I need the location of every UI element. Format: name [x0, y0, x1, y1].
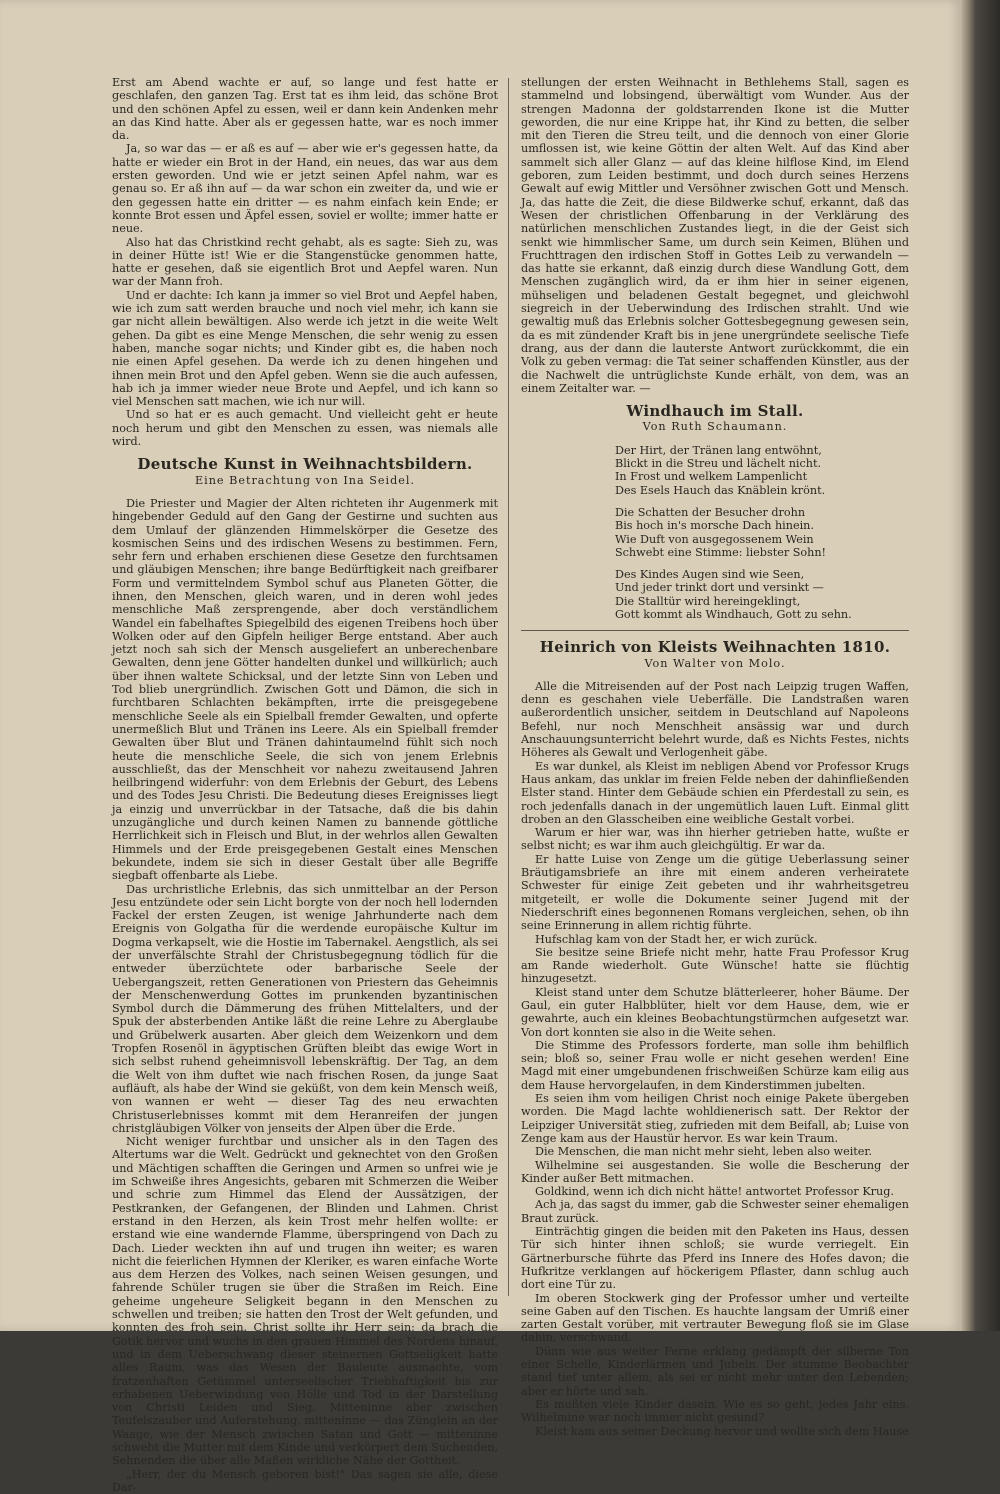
- poem-line: Die Stalltür wird hereingeklingt,: [615, 594, 801, 608]
- story-paragraph: Die Menschen, die man nicht mehr sieht, leben also weiter.: [535, 1145, 873, 1159]
- poem-line: Bis hoch in's morsche Dach hinein.: [615, 519, 814, 533]
- poem-line: Schwebt eine Stimme: liebster Sohn!: [615, 545, 827, 559]
- article-paragraph: Das urchristliche Erlebnis, das sich unmittelbar an der Person Jesu entzündete oder sein Licht borgte von der noch hell lodernden Fackel der ersten Zeugen, ist wenige Jahrhunderte nach dem Ereignis von Golgatha für die werdende europäische Kultur im Dogma verkapselt, wie die Hostie im Tabernakel. Aengstlich, als sei der unverfälschte Strahl der Christusbegegnung tödlich für die entweder überzüchtete oder barbarische Seele der Uebergangszeit, retten Generationen von Priestern das Geheimnis der Menschenwerdung Gottes im prunkenden byzantinischen Symbol durch die Dämmerung des frühen Mittelalters, und der Spuk der absterbenden Antike läßt die reine Lehre zu Aberglaube und Grübelwerk ausarten. Aber gleich dem Weizenkorn und dem Tropfen Rosenöl in ägyptischen Grüften bleibt das ewige Wort in sich selbst ruhend geheimnisvoll lebenskräftig. Der Tag, an dem die Welt von ihm duftet wie nach frischen Rosen, da junge Saat aufläuft, als habe der Wind sie geküßt, von dem kein Mensch weiß, von wannen er weht — dieser Tag des neu erwachten Christuserlebnisses kommt mit dem Heranreifen der jungen christgläubigen Völker von jenseits der Alpen über die Erde.: [112, 882, 498, 1135]
- left-column: [112, 76, 498, 1494]
- story-paragraph: Es seien ihm vom heiligen Christ noch einige Pakete übergeben worden. Die Magd lachte wohldienerisch satt. Der Rektor der Leipziger Universität stieg, zufrieden mit dem Beifall, ab; Luise von Zenge kam aus der Haustür hervor. Es war kein Traum.: [521, 1092, 909, 1145]
- poem-line: Des Esels Hauch das Knäblein krönt.: [615, 483, 826, 497]
- article-paragraph: Die Priester und Magier der Alten richteten ihr Augenmerk mit hingebender Geduld auf den Gang der Gestirne und suchten aus dem Umlauf der glänzenden Himmelskörper die Gesetze des kosmischen Seins und des irdischen Wesens zu bestimmen. Fern, sehr fern und erhaben erschienen diese Gesetze den furchtsamen und gläubigen Menschen; ihre bange Bedürftigkeit nach greifbarer Form und vermittelndem Symbol schuf aus Planeten Götter, die ihnen, den Menschen, gleich waren, und in deren wohl jedes menschliche Maß zersprengende, aber doch verständlichem Wandel ein fabelhaftes Spiegelbild des eigenen Treibens hoch über Wolken oder auf den Gipfeln heiliger Berge entstand. Aber auch jetzt noch sah sich der Mensch ausgeliefert an unberechenbare Gewalten, denn jene Götter handelten dunkel und willkürlich; auch über ihnen waltete Schicksal, und der letzte Sinn von Leben und Tod blieb unergründlich. Zwischen Gott und Dämon, die sich in furchtbaren Schlachten bekämpften, irrte die preisgegebene menschliche Seele als ein Spielball fremder Gewalten, und opferte unermeßlich Blut und Tränen ins Leere. Als ein Spielball fremder Gewalten über Blut und Tränen dahintaumelnd fühlt sich noch heute die menschliche Seele, die sich von jenem Erlebnis ausschließt, das der Menschheit vor nahezu zweitausend Jahren heilbringend widerfuhr: von dem Erlebnis der Geburt, des Lebens und des Todes Jesu Christi. Die Bedeutung dieses Ereignisses liegt ja einzig und unverrückbar in der Tatsache, daß die bis dahin unzugängliche und durch keinen Namen zu bannende göttliche Herrlichkeit sich in Fleisch und Blut, in der wehrlos allen Gewalten Himmels und der Erde preisgegebenen Gestalt eines Menschen bekundete, indem sie sich in dieser Gestalt über alle Begriffe siegbaft offenbarte als Liebe.: [112, 496, 498, 883]
- poem-line: Die Schatten der Besucher drohn: [615, 505, 806, 519]
- poem-line: Wie Duft von ausgegossenem Wein: [615, 532, 814, 546]
- story-title: Heinrich von Kleists Weihnachten 1810.: [539, 638, 891, 657]
- poem-line: Und jeder trinkt dort und versinkt —: [615, 581, 824, 595]
- poem-stanza: [615, 444, 909, 497]
- poem-line: Gott kommt als Windhauch, Gott zu sehn.: [615, 607, 852, 621]
- story-paragraph: Wilhelmine sei ausgestanden. Sie wolle die Bescherung der Kinder außer Bett mitmachen.: [521, 1158, 909, 1185]
- poem: [615, 444, 909, 622]
- right-column: [521, 76, 909, 1438]
- article-byline: Eine Betrachtung von Ina Seidel.: [194, 473, 416, 487]
- story-byline: Von Walter von Molo.: [644, 656, 786, 670]
- story-paragraph: Alle die Mitreisenden auf der Post nach Leipzig trugen Waffen, denn es geschahen viele Ueberfälle. Die Landstraßen waren außerordentlich unsicher, seitdem in Deutschland auf Napoleons Befehl, nur noch Menschheit ansässig war und durch Anschauungsunterricht belehrt wurde, daß es Nichts Festes, nichts Höheres als Gewalt und Verlogenheit gäbe.: [521, 679, 909, 760]
- column-divider: [508, 78, 509, 1296]
- article-title: Deutsche Kunst in Weihnachtsbildern.: [137, 455, 473, 474]
- poem-title: Windhauch im Stall.: [626, 402, 804, 421]
- poem-line: Des Kindes Augen sind wie Seen,: [615, 568, 805, 582]
- story-paragraph: Hufschlag kam von der Stadt her, er wich zurück.: [535, 932, 818, 946]
- poem-byline: Von Ruth Schaumann.: [642, 420, 788, 434]
- story-paragraph: Kleist stand unter dem Schutze blätterleerer, hoher Bäume. Der Gaul, ein guter Halbblüter, hielt vor dem Hause, dem, wie er gewahrte, auch ein kleines Beobachtungstürmchen aufgesetzt war. Von dort konnten sie also in die Weite sehen.: [521, 985, 909, 1039]
- binding-edge: [962, 0, 1000, 1331]
- section-divider: [521, 630, 909, 631]
- story-paragraph: Kleist kam aus seiner Deckung hervor und wollte sich dem Hause: [535, 1424, 909, 1438]
- story-paragraph: Im oberen Stockwerk ging der Professor umher und verteilte seine Gaben auf den Tischen. Es hauchte langsam der Umriß einer zarten Gestalt vorüber, mit vertrauter Bewegung floß sie im Glase dahin, verschwand.: [521, 1291, 909, 1345]
- story-paragraph: Dünn wie aus weiter Ferne erklang gedämpft der silberne Ton einer Schelle, Kinderlärmen und Jubeln. Der stumme Beobachter stand tief unter allem, als sei er nicht mehr unter den Lebenden; aber er hörte und sah.: [521, 1344, 909, 1398]
- story-paragraph: Warum er hier war, was ihn hierher getrieben hatte, wußte er selbst nicht; es war ihm auch gleichgültig. Er war da.: [521, 826, 909, 853]
- poem-stanza: [615, 568, 909, 621]
- story-paragraph: Einträchtig gingen die beiden mit den Paketen ins Haus, dessen Tür sich hinter ihnen schloß; sie wurde verriegelt. Ein Gärtnerbursche führte das Pferd ins Innere des Hofes davon; die Hufkritze verklangen auf höckerigem Pflaster, dann schlug auch dort eine Tür zu.: [521, 1225, 909, 1292]
- intro-paragraph: Also hat das Christkind recht gehabt, als es sagte: Sieh zu, was in deiner Hütte ist! Wie er die Stangenstücke genommen hatte, hatte er gesehen, daß sie eigentlich Brot und Aepfel waren. Nun war der Mann froh.: [112, 235, 498, 289]
- intro-paragraph: Und er dachte: Ich kann ja immer so viel Brot und Aepfel haben, wie ich zum satt werden brauche und noch viel mehr, ich kann sie gar nicht allein bewältigen. Also werde ich jetzt in die weite Welt gehen. Da gibt es eine Menge Menschen, die sehr wenig zu essen haben, manche sogar nichts; und Kinder gibt es, die haben noch nie einen Apfel gesehen. Da werde ich zu denen hingehen und ihnen mein Brot und den Apfel geben. Wenn sie die auch aufessen, hab ich ja immer wieder neue Brote und Aepfel, und ich kann so viel Menschen satt machen, wie ich nur will.: [112, 288, 498, 409]
- story-paragraph: Sie besitze seine Briefe nicht mehr, hatte Frau Professor Krug am Rande wiederholt. Gute Wünsche! hatte sie flüchtig hinzugesetzt.: [521, 945, 909, 986]
- story-paragraph: Es war dunkel, als Kleist im nebligen Abend vor Professor Krugs Haus ankam, das unklar im freien Felde neben der dahinfließenden Elster stand. Hinter dem Gebäude schien ein Pferdestall zu sein, es roch jedenfalls danach in der ungemütlich lauen Luft. Einmal glitt droben an den Glasscheiben eine weibliche Gestalt vorbei.: [521, 759, 909, 826]
- story-paragraph: Es mußten viele Kinder dasein. Wie es so geht, jedes Jahr eins. Wilhelmine war noch immer nicht gesund?: [521, 1397, 909, 1425]
- poem-line: In Frost und welkem Lampenlicht: [615, 470, 808, 484]
- story-paragraph: Er hatte Luise von Zenge um die gütige Ueberlassung seiner Bräutigamsbriefe an ihre mit einem anderen verheiratete Schwester für einige Zeit gebeten und ihr wahrheitsgetreu mitgeteilt, er wolle die Dokumente seiner Jugend mit der Niederschrift eines begonnenen Romans vergleichen, sehen, ob ihn seine Erinnerung in allem richtig führte.: [521, 852, 909, 933]
- poem-line: Blickt in die Streu und lächelt nicht.: [615, 457, 822, 471]
- article-continuation: stellungen der ersten Weihnacht in Bethlehems Stall, sagen es stammelnd und lobsingend, überwältigt vom Wunder. Aus der strengen Madonna der goldstarrenden Ikone ist die Mutter geworden, die nur eine Krippe hat, ihr Kind zu betten, die selber mit den Tieren die Streu teilt, und die dennoch von einer Glorie umflossen ist, wie keine Göttin der alten Welt. Auf das Kind aber sammelt sich aller Glanz — auf das kleine hilflose Kind, im Elend geboren, zum Leiden bestimmt, und doch durch seines Herzens Gewalt auf ewig Mittler und Versöhner zwischen Gott und Mensch. Ja, das hatte die Zeit, die diese Bildwerke schuf, erkannt, daß das Wesen der christlichen Offenbarung in der Verklärung des natürlichen menschlichen Zustandes liegt, in die der Geist sich senkt wie himmlischer Same, um durch sein Keimen, Blühen und Fruchttragen den irdischen Stoff in Gottes Leib zu verwandeln — das hatte sie erkannt, daß einzig durch diese Wandlung Gott, dem Menschen zugänglich wird, da er ihm hier in seiner eigenen, mühseligen und beladenen Gestalt begegnet, und gleichwohl siegreich in der Ueberwindung des Irdischen strahlt. Und wie gewaltig muß das Erlebnis solcher Gottesbegegnung gewesen sein, da es mit zündender Kraft bis in jene unergründete seelische Tiefe drang, aus der dann die lauterste Antwort zurückkommt, die ein Volk zu geben vermag: die Tat seiner schaffenden Künstler, aus der die Nachwelt die untrüglichste Kunde erhält, von dem, was an einem Zeitalter war. —: [521, 76, 909, 395]
- story-paragraph: Goldkind, wenn ich dich nicht hätte! antwortet Professor Krug.: [535, 1185, 894, 1199]
- intro-paragraph: Erst am Abend wachte er auf, so lange und fest hatte er geschlafen, den ganzen Tag. Erst tat es ihm leid, das schöne Brot und den schönen Apfel zu essen, weil er dann kein Andenken mehr an das Kind hatte. Aber als er gegessen hatte, war es noch immer da.: [112, 76, 498, 143]
- story-paragraph: Ach ja, das sagst du immer, gab die Schwester seiner ehemaligen Braut zurück.: [521, 1198, 909, 1225]
- story-paragraph: Die Stimme des Professors forderte, man solle ihm behilflich sein; bloß so, seiner Frau wolle er nicht gesehen werden! Eine Magd mit einer umgebundenen frischweißen Schürze kam eilig aus dem Hause hervorgelaufen, in dem Kinderstimmen jubelten.: [521, 1038, 909, 1092]
- article-paragraph: „Herr, der du Mensch geboren bist!" Das sagen sie alle, diese Dar-: [112, 1467, 498, 1494]
- article-paragraph: Nicht weniger furchtbar und unsicher als in den Tagen des Altertums war die Welt. Gedrückt und geknechtet von den Großen und Mächtigen schafften die Geringen und Armen so unfrei wie je im Schweiße ihres Angesichts, gebaren mit Schmerzen die Weiber und schrie zum Himmel das Elend der Aussätzigen, der Pestkranken, der Gefangenen, der Blinden und Lahmen. Christ erstand in den Herzen, als kein Trost mehr helfen wollte: er erstand wie eine wandernde Flamme, überspringend von Dach zu Dach. Lieder weckten ihn auf und trugen ihn weiter; es waren nicht die feierlichen Hymnen der Kleriker, es waren einfache Worte aus dem Herzen des Volkes, nach seinen Weisen gesungen, und fahrende Schüler trugen sie über die Straßen im Reich. Eine geheime ungeheure Seligkeit begann in den Menschen zu schwellen und treiben; sie hatten den Trost der Welt gefunden, und konnten des froh sein. Christ sollte ihr Herr sein: da brach die Gotik hervor und wuchs in den grauen Himmel des Nordens hinauf, und in dem Ueberschwang dieser steinernen Gottseligkeit hatte alles Raum, was das Wesen der Bauleute ausmachte, vom fratzenhaften Getümmel unterseelischer Triebhaftigkeit bis zur erhabenen Ueberwindung von Hölle und Tod in der Darstellung von Christi Leiden und Sieg. Mitteninne aber zwischen Teufelszauber und Auferstehung, mitteninne — das Zünglein an der Waage, wie der Mensch zwischen Satan und Gott — mitteninne schwebt die Mutter mit dem Kinde und verkörpert dem Suchenden, Sehnenden die über alle Maßen wirkliche Nähe der Gottheit.: [112, 1135, 498, 1468]
- intro-paragraph: Und so hat er es auch gemacht. Und vielleicht geht er heute noch herum und gibt den Menschen zu essen, was niemals alle wird.: [112, 408, 498, 449]
- poem-stanza: [615, 506, 909, 559]
- poem-line: Der Hirt, der Tränen lang entwöhnt,: [615, 443, 822, 457]
- intro-paragraph: Ja, so war das — er aß es auf — aber wie er's gegessen hatte, da hatte er wieder ein Brot in der Hand, ein neues, das war aus dem ersten geworden. Und wie er jetzt seinen Apfel nahm, war es genau so. Er aß ihn auf — da war schon ein zweiter da, und wie er den gegessen hatte ein dritter — es nahm einfach kein Ende; er konnte Brot essen und Äpfel essen, soviel er wollte; immer hatte er neue.: [112, 142, 498, 236]
